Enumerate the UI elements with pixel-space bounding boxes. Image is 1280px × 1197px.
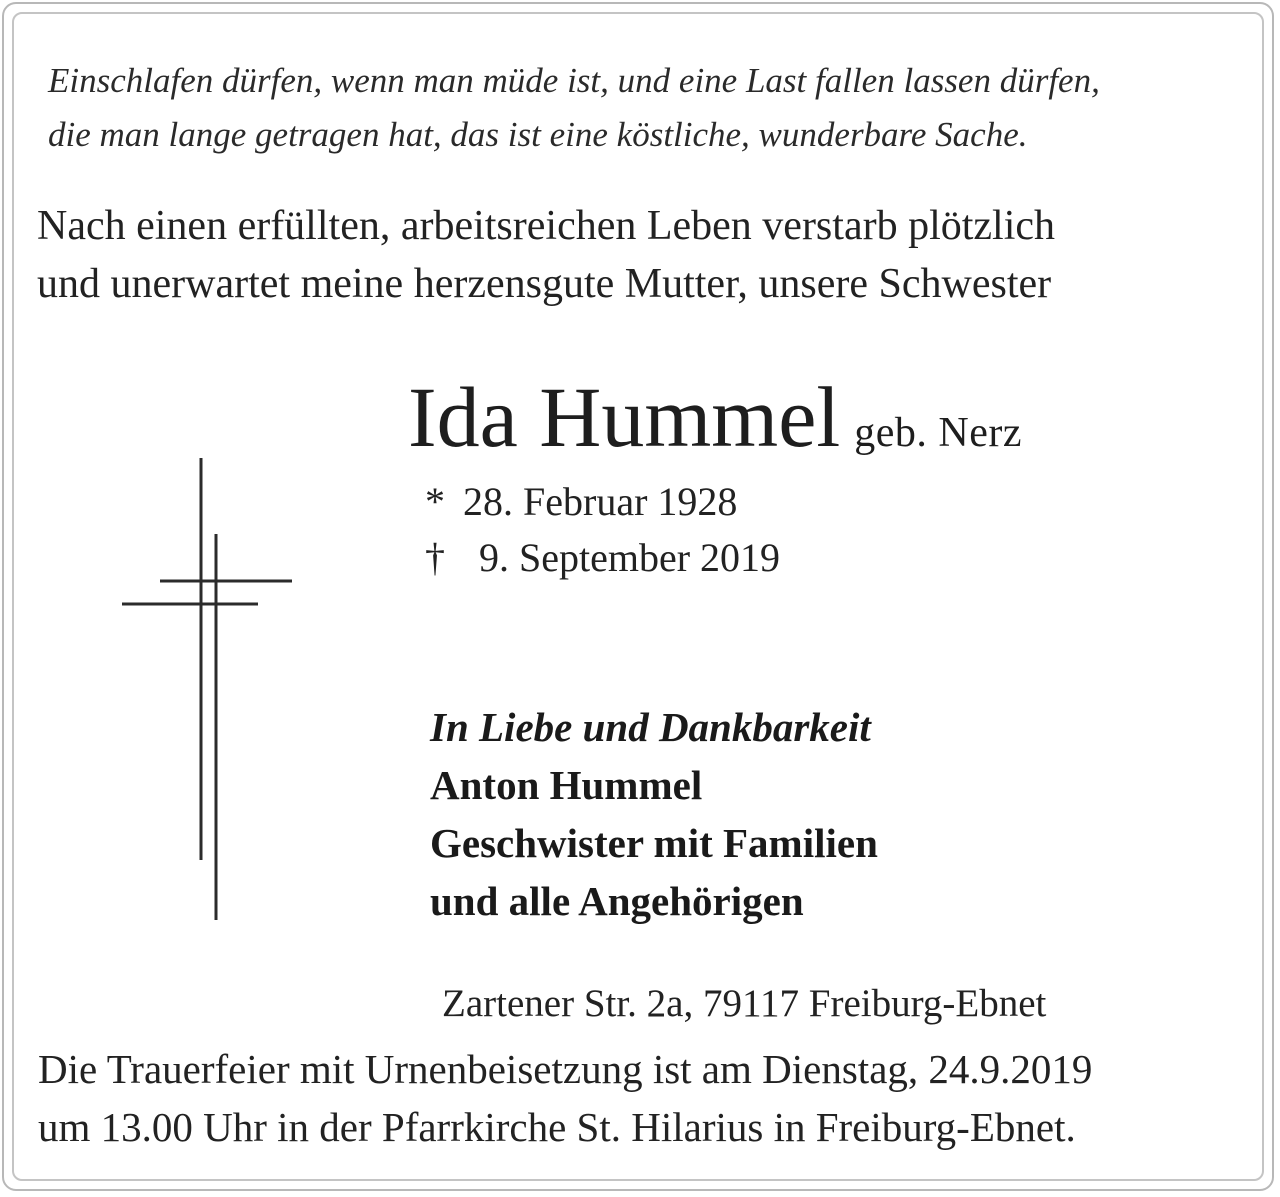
- mourner-relatives: und alle Angehörigen: [430, 878, 804, 924]
- birth-symbol: *: [425, 479, 445, 524]
- intro-text: [37, 197, 1055, 313]
- deceased-name-block: [408, 362, 1022, 488]
- birth-row: [425, 474, 780, 530]
- address: Zartener Str. 2a, 79117 Freiburg-Ebnet: [442, 982, 1047, 1025]
- mourner-son: Anton Hummel: [430, 762, 703, 808]
- intro-line-2: und unerwartet meine herzensgute Mutter, unsere Schwester: [37, 261, 1052, 307]
- motto-line-1: Einschlafen dürfen, wenn man müde ist, und eine Last fallen lassen dürfen,: [48, 61, 1100, 100]
- service-line-2: um 13.00 Uhr in der Pfarrkirche St. Hilarius in Freiburg-Ebnet.: [38, 1104, 1076, 1150]
- service-info: [38, 1040, 1092, 1156]
- cross-icon: [120, 450, 310, 930]
- death-row: [425, 530, 780, 586]
- death-date: 9. September 2019: [479, 535, 781, 580]
- mourner-siblings: Geschwister mit Familien: [430, 820, 878, 866]
- mourners-block: [430, 698, 878, 930]
- motto-quote: [48, 54, 1100, 162]
- deceased-name: Ida Hummel: [408, 369, 841, 465]
- maiden-name: geb. Nerz: [854, 410, 1023, 456]
- death-symbol: †: [425, 535, 445, 580]
- mourners-dedication: In Liebe und Dankbarkeit: [430, 704, 871, 750]
- life-dates: [425, 474, 780, 586]
- motto-line-2: die man lange getragen hat, das ist eine köstliche, wunderbare Sache.: [48, 115, 1028, 154]
- intro-line-1: Nach einen erfüllten, arbeitsreichen Leben verstarb plötzlich: [37, 203, 1056, 249]
- birth-date: 28. Februar 1928: [463, 479, 738, 524]
- service-line-1: Die Trauerfeier mit Urnenbeisetzung ist am Dienstag, 24.9.2019: [38, 1046, 1093, 1092]
